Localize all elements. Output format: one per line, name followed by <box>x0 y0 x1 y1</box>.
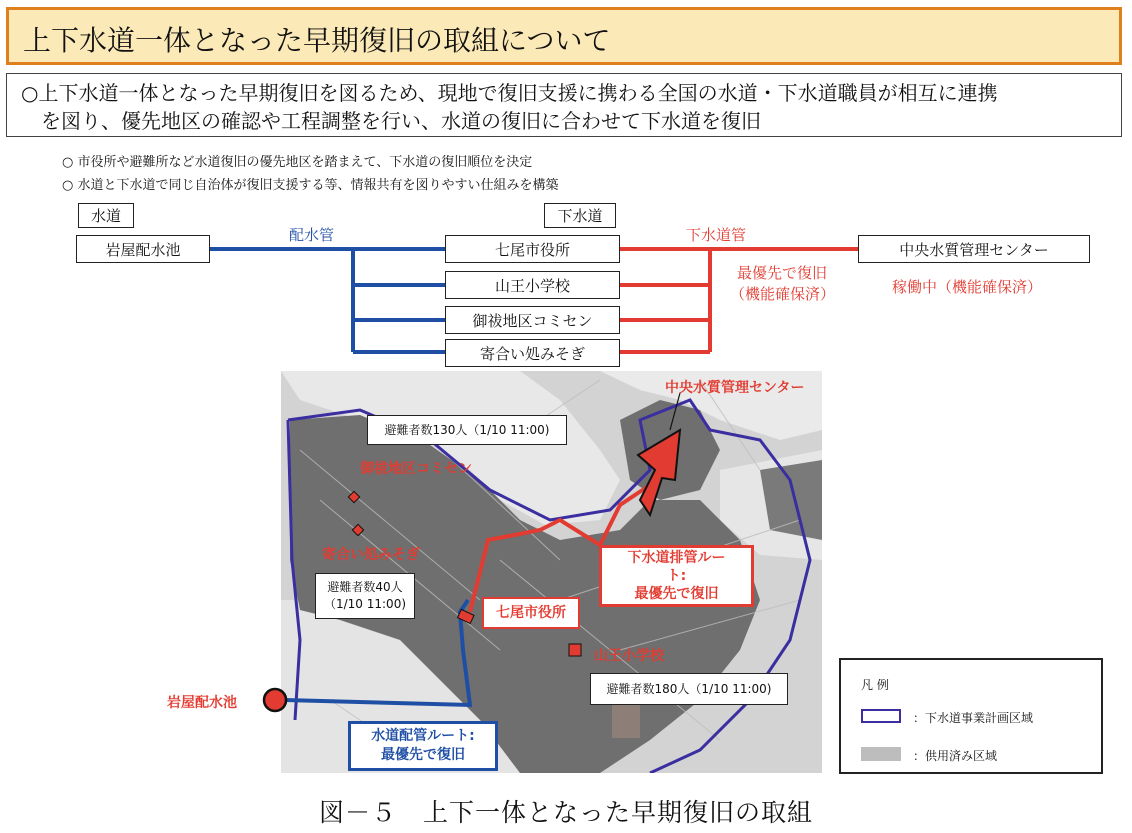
evac-40-line2: （1/10 11:00) <box>323 597 407 611</box>
map-misogi-label: 寄合い処みそぎ <box>322 547 420 563</box>
legend <box>839 658 1103 774</box>
city-hall-label-box <box>482 597 580 629</box>
map-center-label: 中央水質管理センター <box>665 380 805 396</box>
sewer-route-line1: 下水道排管ルー <box>627 550 726 566</box>
sewer-route-line2: ト: <box>666 568 687 584</box>
lead-line-1: ○上下水道一体となった早期復旧を図るため、現地で復旧支援に携わる全国の水道・下水道職員が相互に連携 <box>21 81 998 105</box>
figure-caption: 図－５ 上下一体となった早期復旧の取組 <box>318 798 813 827</box>
legend-title: 凡 例 <box>861 678 889 692</box>
water-route-box <box>348 721 498 771</box>
treatment-center-box: 中央水質管理センター <box>858 235 1090 263</box>
legend-item-1: ：下水道事業計画区域 <box>913 711 1034 725</box>
map-city-hall-label: 七尾市役所 <box>496 604 566 621</box>
water-header: 水道 <box>78 203 134 228</box>
sewer-pipe-label: 下水道管 <box>686 226 747 244</box>
legend-served-swatch <box>861 747 901 761</box>
legend-item-2: ：供用済み区域 <box>913 749 998 763</box>
source-box: 岩屋配水池 <box>76 235 210 263</box>
evac-40-line1: 避難者数40人 <box>327 580 403 594</box>
page-title: 上下水道一体となった早期復旧の取組について <box>23 24 611 57</box>
lead-line-2: を図り、優先地区の確認や工程調整を行い、水道の復旧に合わせて下水道を復旧 <box>41 109 761 133</box>
center-status-label: 稼働中（機能確保済） <box>892 278 1043 296</box>
priority-label-2: （機能確保済） <box>730 285 836 303</box>
sewer-route-line3: 最優先で復旧 <box>634 586 719 602</box>
bullet-2: ○ 水道と下水道で同じ自治体が復旧支援する等、情報共有を図りやすい仕組みを構築 <box>62 178 559 193</box>
facility-community-center: 御祓地区コミセン <box>445 306 620 334</box>
facility-city-hall: 七尾市役所 <box>445 235 620 263</box>
map-school-label: 山王小学校 <box>594 648 664 664</box>
school-marker <box>569 644 581 656</box>
water-pipe-label: 配水管 <box>289 226 335 244</box>
evac-130-box: 避難者数130人（1/10 11:00) <box>367 415 567 445</box>
evac-180-box: 避難者数180人（1/10 11:00) <box>590 673 788 705</box>
bullet-1: ○ 市役所や避難所など水道復旧の優先地区を踏まえて、下水道の復旧順位を決定 <box>62 155 533 170</box>
priority-label-1: 最優先で復旧 <box>737 264 828 282</box>
evac-40-box <box>315 573 415 619</box>
water-route-line2: 最優先で復旧 <box>381 747 465 763</box>
sewer-header: 下水道 <box>544 203 616 228</box>
map-reservoir-label: 岩屋配水池 <box>167 695 237 711</box>
map-community-center-label: 御祓地区コミセン <box>360 461 472 477</box>
sewer-route-box <box>599 545 754 607</box>
water-route-line1: 水道配管ルート: <box>371 728 475 744</box>
facility-school: 山王小学校 <box>445 271 620 299</box>
legend-boundary-swatch <box>861 709 901 723</box>
facility-misogi: 寄合い処みそぎ <box>445 339 620 367</box>
